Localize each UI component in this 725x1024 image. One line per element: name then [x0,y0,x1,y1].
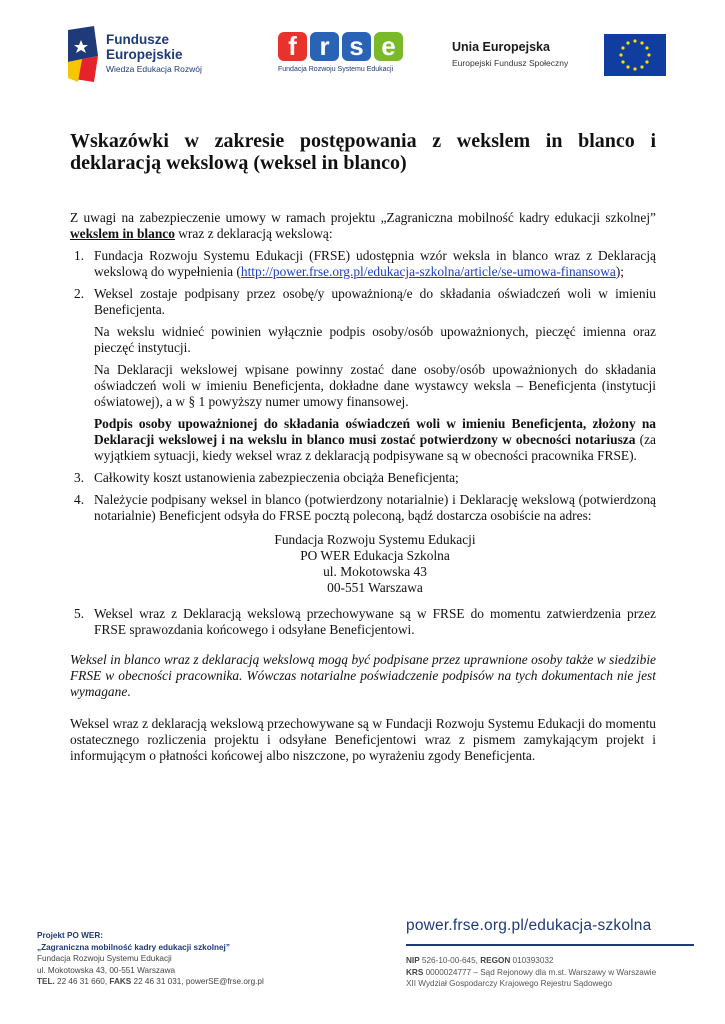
footer-project-title: „Zagraniczna mobilność kadry edukacji szkolnej” [37,942,230,952]
address-line: Fundacja Rozwoju Systemu Edukacji [274,532,476,547]
address-line: ul. Mokotowska 43 [323,564,427,579]
item2-paragraph-3: Na Deklaracji wekslowej wpisane powinny zostać dane osoby/osób upoważnionych do składania oświadczeń woli w imieniu Beneficjenta, dokładne dane wystawcy weksla – Beneficjenta (instytucji oświatowej), a w § 1 powyższy numer umowy finansowej. [94,362,656,409]
tel-label: TEL. [37,977,55,986]
nip-value: 526-10-00-645, [419,956,481,965]
intro-text: Z uwagi na zabezpieczenie umowy w ramach projektu „Zagraniczna mobilność kadry edukacji szkolnej” [70,210,656,225]
tel-value: 22 46 31 660, [54,977,110,986]
footer-contact [37,930,264,988]
list-number: 5. [74,606,85,621]
fe-line2: Europejskie [106,47,183,62]
footer-divider [406,944,694,946]
item3-text: Całkowity koszt ustanowienia zabezpieczenia obciąża Beneficjenta; [94,470,459,485]
fe-line3: Wiedza Edukacja Rozwój [106,64,202,74]
list-number: 2. [74,286,85,301]
krs-value: 0000024777 – Sąd Rejonowy dla m.st. Warszawy w Warszawie [423,967,657,977]
krs-label: KRS [406,967,424,977]
list-item-4 [70,492,656,596]
list-number: 3. [74,470,85,485]
regon-label: REGON [480,956,511,965]
fundusze-europejskie-logo [68,26,238,84]
nip-regon-line [406,955,656,967]
item1-text-end: ); [615,264,625,279]
final-paragraph: Weksel wraz z deklaracją wekslową przechowywane są w Fundacji Rozwoju Systemu Edukacji do momentu ostatecznego rozliczenia projektu i odsyłane Beneficjentowi wraz z pismem zamykającym projekt i informującym o płatności końcowej albo niszczone, po wyrażeniu zgody Beneficjenta. [70,716,656,763]
nip-label: NIP [406,956,420,965]
footer-url[interactable]: power.frse.org.pl/edukacja-szkolna [406,917,652,934]
list-number: 1. [74,248,85,263]
frse-subtitle: Fundacja Rozwoju Systemu Edukacji [278,66,394,73]
list-number: 4. [74,492,85,507]
address-line: PO WER Edukacja Szkolna [300,548,450,563]
notary-requirement: Podpis osoby upoważnionej do składania oświadczeń woli w imieniu Beneficjenta, złożony na Deklaracji wekslowej i na wekslu in blanco musi zostać potwierdzony w obecności notariusza [94,416,656,447]
item5-text: Weksel wraz z Deklaracją wekslową przechowywane są w FRSE do momentu zatwierdzenia przez FRSE sprawozdania końcowego i odsyłane Beneficjentowi. [94,606,656,637]
address-line: 00-551 Warszawa [327,580,423,595]
frse-logo [278,32,408,84]
list-item-3 [70,470,656,486]
intro-text-end: wraz z deklaracją wekslową: [174,226,333,241]
list-item-2 [70,286,656,464]
frse-letter-f: f [278,32,307,61]
item2-text: Weksel zostaje podpisany przez osobę/y upoważnioną/e do składania oświadczeń woli w imieniu Beneficjenta. [94,286,656,317]
ue-line2: Europejski Fundusz Społeczny [452,58,569,68]
regon-value: 010393032 [510,956,554,965]
notary-exception: (za wyjątkiem sytuacji, kiedy weksel wraz z deklaracją podpisywane są w obecności pracownika FRSE). [94,432,656,463]
list-item-1 [70,248,656,280]
list-item-5 [70,606,656,638]
document-body [70,210,656,770]
umowa-finansowa-link[interactable]: http://power.frse.org.pl/edukacja-szkolna/article/se-umowa-finansowa [240,264,616,279]
unia-europejska-logo [452,34,668,80]
frse-letter-r: r [310,32,339,61]
intro-paragraph [70,210,656,242]
mailing-address [94,532,656,596]
eu-flag-icon [604,34,666,76]
fe-flag-icon [68,26,98,82]
footer-registry [406,955,656,990]
italic-text: Weksel in blanco wraz z deklaracją wekslową mogą być podpisane przez uprawnione osoby także w siedzibie FRSE w obecności pracownika. Wówczas notarialne poświadczenie podpisów na tych dokumentach nie jest wymagane [70,652,656,699]
fax-label: FAKS [109,977,132,986]
ue-line1: Unia Europejska [452,40,550,54]
item2-paragraph-2: Na wekslu widnieć powinien wyłącznie podpis osoby/osób upoważnionych, pieczęć imienna oraz pieczęć instytucji. [94,324,656,355]
frse-letter-e: e [374,32,403,61]
item2-paragraph-4 [94,416,656,464]
italic-paragraph [70,652,656,700]
intro-bold: wekslem in blanco [70,226,175,241]
frse-letter-s: s [342,32,371,61]
footer-phone-line [37,976,264,988]
footer-project-label: Projekt PO WER: [37,931,103,940]
document-title: Wskazówki w zakresie postępowania z wekslem in blanco i deklaracją wekslową (weksel in blanco) [70,130,656,174]
krs-line [406,967,656,979]
item1-text: Fundacja Rozwoju Systemu Edukacji (FRSE) udostępnia wzór weksla in blanco wraz z Deklaracją wekslową do wypełnienia ( [94,248,656,279]
header [0,0,725,100]
fe-line1: Fundusze [106,32,169,47]
item4-text: Należycie podpisany weksel in blanco (potwierdzony notarialnie) i Deklarację wekslową (potwierdzoną notarialnie) Beneficjent odsyła do FRSE pocztą poleconą, bądź dostarcza osobiście na adres: [94,492,656,523]
footer-street: ul. Mokotowska 43, 00-551 Warszawa [37,965,176,975]
fax-value: 22 46 31 031, powerSE@frse.org.pl [131,977,264,986]
footer-org: Fundacja Rozwoju Systemu Edukacji [37,954,172,963]
court-line: XII Wydział Gospodarczy Krajowego Rejestru Sądowego [406,979,613,988]
footer [0,915,725,1024]
italic-text-end: . [127,684,131,699]
